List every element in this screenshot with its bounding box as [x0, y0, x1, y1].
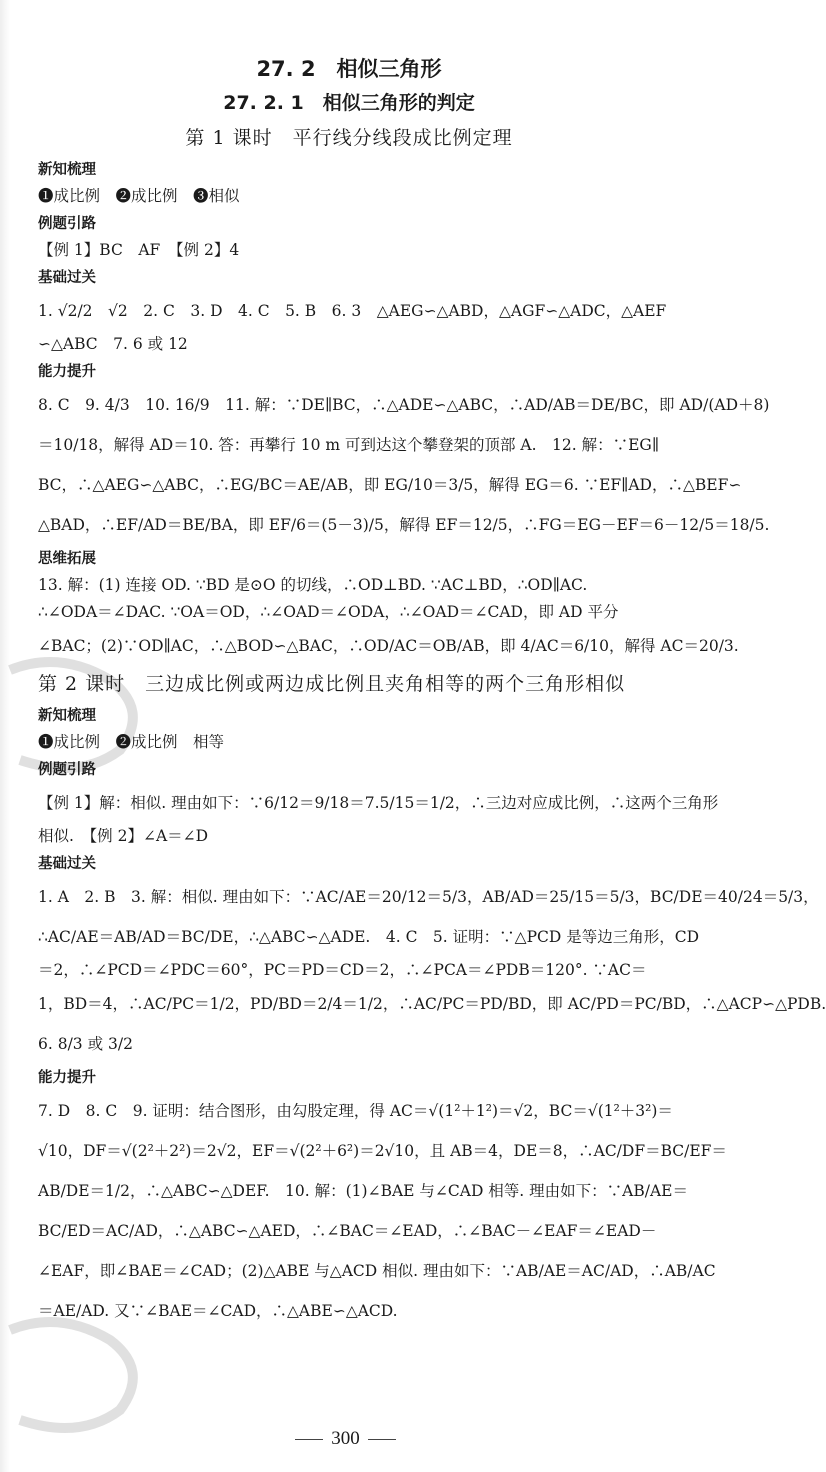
- answer-line: ❶成比例 ❷成比例 相等: [38, 733, 225, 751]
- answer-line: ∠BAC；(2)∵OD∥AC，∴△BOD∽△BAC，∴OD/AC＝OB/AB，即 4/AC＝6/10，解得 AC＝20/3.: [38, 637, 739, 655]
- answer-line: 相似. 【例 2】∠A＝∠D: [38, 827, 209, 845]
- label-liti: 例题引路: [38, 216, 96, 232]
- answer-line: ∴AC/AE＝AB/AD＝BC/DE，∴△ABC∽△ADE. 4. C 5. 证明：∵△PCD 是等边三角形，CD: [38, 928, 699, 946]
- label-nengli: 能力提升: [38, 364, 96, 380]
- answer-line: 6. 8/3 或 3/2: [38, 1035, 133, 1053]
- answer-line: 13. 解：(1) 连接 OD. ∵BD 是⊙O 的切线，∴OD⊥BD. ∵AC⊥BD，∴OD∥AC.: [38, 576, 588, 594]
- answer-page: [38, 52, 826, 1331]
- answer-line: 【例 1】BC AF 【例 2】4: [38, 241, 240, 259]
- answer-line: ＝AE/AD. 又∵∠BAE＝∠CAD，∴△ABE∽△ACD.: [38, 1302, 398, 1320]
- page-number: 300: [0, 1428, 691, 1450]
- answer-line: ＝10/18，解得 AD＝10. 答：再攀行 10 m 可到达这个攀登架的顶部 A. 12. 解：∵EG∥: [38, 436, 659, 454]
- lesson-1-heading: 第 1 课时 平行线分线段成比例定理: [185, 127, 513, 149]
- answer-line: 【例 1】解：相似. 理由如下：∵6/12＝9/18＝7.5/15＝1/2，∴三边对应成比例，∴这两个三角形: [38, 794, 719, 812]
- label-siwei: 思维拓展: [38, 551, 96, 567]
- section-heading: 27. 2 相似三角形: [256, 57, 442, 81]
- answer-line: ＝2，∴∠PCD＝∠PDC＝60°，PC＝PD＝CD＝2，∴∠PCA＝∠PDB＝120°. ∵AC＝: [38, 961, 647, 979]
- label-xinzhi: 新知梳理: [38, 162, 96, 178]
- answer-line: 7. D 8. C 9. 证明：结合图形，由勾股定理，得 AC＝√(1²＋1²)＝√2，BC＝√(1²＋3²)＝: [38, 1102, 673, 1120]
- answer-line: BC，∴△AEG∽△ABC，∴EG/BC＝AE/AB，即 EG/10＝3/5，解得 EG＝6. ∵EF∥AD，∴△BEF∽: [38, 476, 742, 494]
- label-jichu: 基础过关: [38, 856, 96, 872]
- label-xinzhi: 新知梳理: [38, 708, 96, 724]
- answer-line: AB/DE＝1/2，∴△ABC∽△DEF. 10. 解：(1)∠BAE 与∠CAD 相等. 理由如下：∵AB/AE＝: [38, 1182, 688, 1200]
- answer-line: BC/ED＝AC/AD，∴△ABC∽△AED，∴∠BAC＝∠EAD，∴∠BAC－∠EAF＝∠EAD－: [38, 1222, 657, 1240]
- answer-line: ❶成比例 ❷成比例 ❸相似: [38, 187, 240, 205]
- answer-line: △BAD，∴EF/AD＝BE/BA，即 EF/6＝(5－3)/5，解得 EF＝12/5，∴FG＝EG－EF＝6－12/5＝18/5.: [38, 516, 770, 534]
- answer-line: √10，DF＝√(2²＋2²)＝2√2，EF＝√(2²＋6²)＝2√10，且 AB＝4，DE＝8，∴AC/DF＝BC/EF＝: [38, 1142, 727, 1160]
- subsection-heading: 27. 2. 1 相似三角形的判定: [223, 92, 475, 114]
- answer-line: 1. A 2. B 3. 解：相似. 理由如下：∵AC/AE＝20/12＝5/3，AB/AD＝25/15＝5/3，BC/DE＝40/24＝5/3，: [38, 888, 819, 906]
- answer-line: ∠EAF，即∠BAE＝∠CAD；(2)△ABE 与△ACD 相似. 理由如下：∵AB/AE＝AC/AD，∴AB/AC: [38, 1262, 716, 1280]
- label-liti: 例题引路: [38, 762, 96, 778]
- label-jichu: 基础过关: [38, 270, 96, 286]
- label-nengli: 能力提升: [38, 1070, 96, 1086]
- answer-line: 1，BD＝4，∴AC/PC＝1/2，PD/BD＝2/4＝1/2，∴AC/PC＝PD/BD，即 AC/PD＝PC/BD，∴△ACP∽△PDB.: [38, 995, 826, 1013]
- answer-line: ∴∠ODA＝∠DAC. ∵OA＝OD，∴∠OAD＝∠ODA，∴∠OAD＝∠CAD，即 AD 平分: [38, 603, 619, 621]
- lesson-2-heading: 第 2 课时 三边成比例或两边成比例且夹角相等的两个三角形相似: [38, 673, 626, 695]
- answer-line: 8. C 9. 4/3 10. 16/9 11. 解：∵DE∥BC，∴△ADE∽△ABC，∴AD/AB＝DE/BC，即 AD/(AD＋8): [38, 396, 770, 414]
- answer-line: 1. √2/2 √2 2. C 3. D 4. C 5. B 6. 3 △AEG∽△ABD，△AGF∽△ADC，△AEF: [38, 302, 667, 320]
- answer-line: ∽△ABC 7. 6 或 12: [38, 335, 188, 353]
